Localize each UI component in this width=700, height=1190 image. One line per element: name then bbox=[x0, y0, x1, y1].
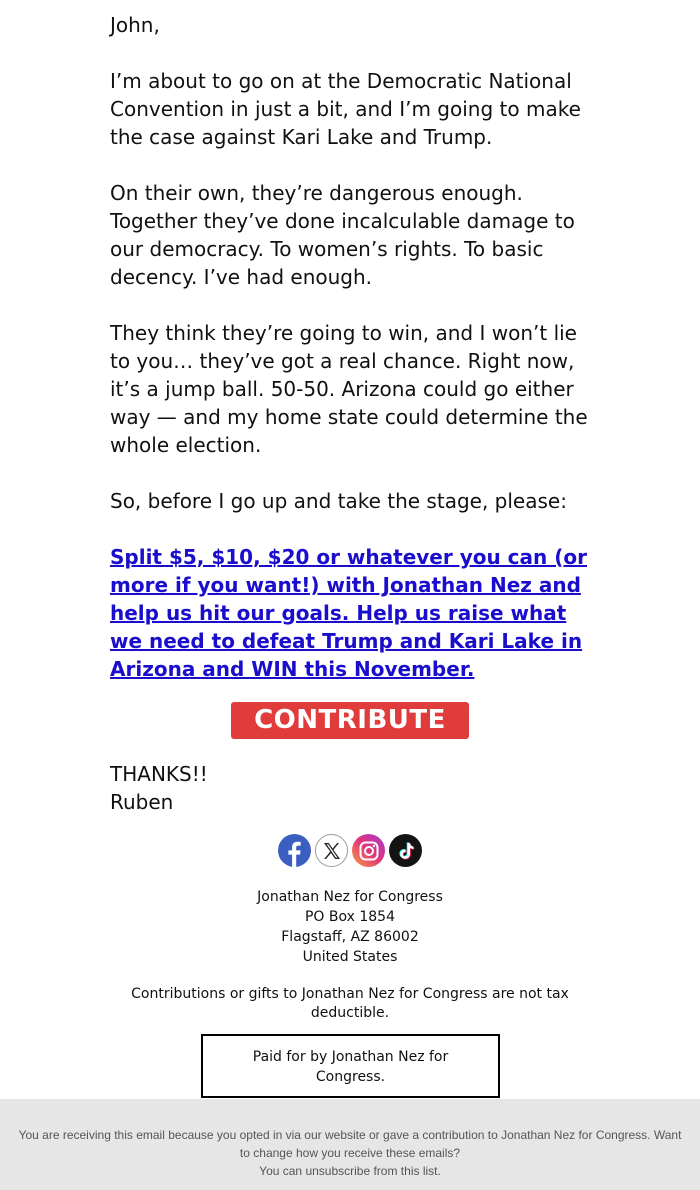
footer-optin-text: You are receiving this email because you opted in via our website or gave a contribution to Jonathan Nez for Congress. Want to change how you receive these emails? bbox=[18, 1128, 682, 1160]
email-footer bbox=[0, 1099, 700, 1190]
signoff-thanks: THANKS!! bbox=[110, 762, 208, 786]
paid-for-box: Paid for by Jonathan Nez for Congress. bbox=[201, 1034, 500, 1098]
greeting: John, bbox=[110, 13, 160, 37]
address-country: United States bbox=[302, 949, 398, 965]
donate-link[interactable]: Split $5, $10, $20 or whatever you can (or more if you want!) with Jonathan Nez and help us hit our goals. Help us raise what we need to defeat Trump and Kari Lake in Arizona and WIN this November. bbox=[110, 545, 587, 681]
signoff-name: Ruben bbox=[110, 790, 174, 814]
x-icon[interactable] bbox=[315, 834, 348, 867]
contribute-button-wrap bbox=[0, 702, 700, 739]
social-links bbox=[0, 834, 700, 867]
body-paragraph-1: I’m about to go on at the Democratic National Convention in just a bit, and I’m going to make the case against Kari Lake and Trump. bbox=[110, 69, 581, 149]
body-paragraph-2: On their own, they’re dangerous enough. Together they’ve done incalculable damage to our democracy. To women’s rights. To basic decency. I’ve had enough. bbox=[110, 181, 575, 289]
org-name: Jonathan Nez for Congress bbox=[257, 889, 443, 905]
mailing-address bbox=[0, 887, 700, 967]
tax-disclaimer: Contributions or gifts to Jonathan Nez for Congress are not tax deductible. bbox=[131, 986, 569, 1021]
unsubscribe-link[interactable]: You can unsubscribe from this list. bbox=[259, 1164, 441, 1178]
body-paragraph-3: They think they’re going to win, and I won’t lie to you… they’ve got a real chance. Right now, it’s a jump ball. 50-50. Arizona could go either way — and my home state could determine the whole election. bbox=[110, 321, 588, 457]
contribute-button[interactable]: CONTRIBUTE bbox=[231, 702, 469, 739]
facebook-icon[interactable] bbox=[278, 834, 311, 867]
body-paragraph-4: So, before I go up and take the stage, please: bbox=[110, 489, 567, 513]
address-line-2: Flagstaff, AZ 86002 bbox=[281, 929, 419, 945]
instagram-icon[interactable] bbox=[352, 834, 385, 867]
signoff bbox=[110, 760, 208, 816]
tiktok-icon[interactable] bbox=[389, 834, 422, 867]
address-line-1: PO Box 1854 bbox=[304, 909, 395, 925]
